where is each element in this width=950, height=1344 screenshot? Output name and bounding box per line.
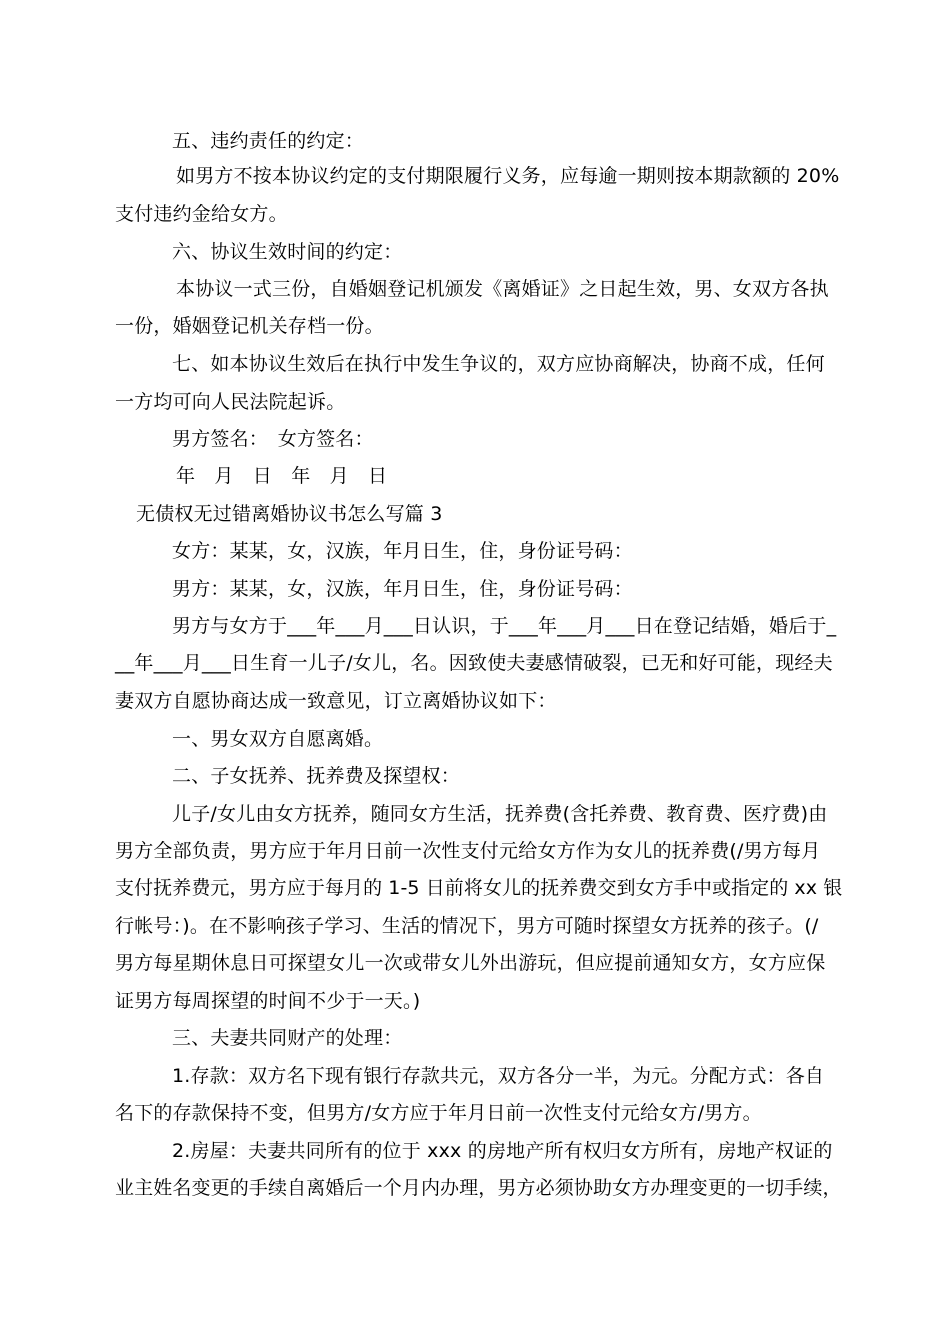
text-line: 证男方每周探望的时间不少于一天。) [115,990,421,1012]
text-line: 三、夫妻共同财产的处理： [172,1027,403,1049]
text-line: 男方全部负责，男方应于年月日前一次性支付元给女方作为女儿的抚养费(/男方每月 [115,840,821,862]
text-line: __年___月___日生育一儿子/女儿，名。因致使夫妻感情破裂，已无和好可能，现经夫 [115,652,833,674]
text-line: 1.存款：双方名下现有银行存款共元，双方各分一半，为元。分配方式：各自 [172,1065,825,1087]
text-line: 2.房屋：夫妻共同所有的位于 xxx 的房地产所有权归女方所有，房地产权证的 [172,1140,833,1162]
text-line: 一份，婚姻登记机关存档一份。 [115,315,384,337]
text-line: 如男方不按本协议约定的支付期限履行义务，应每逾一期则按本期款额的 20% [176,165,840,187]
text-line: 七、如本协议生效后在执行中发生争议的，双方应协商解决，协商不成，任何 [172,353,825,375]
text-line: 业主姓名变更的手续自离婚后一个月内办理，男方必须协助女方办理变更的一切手续， [115,1177,842,1199]
text-line: 行帐号：)。在不影响孩子学习、生活的情况下，男方可随时探望女方抚养的孩子。(/ [115,915,819,937]
text-line: 二、子女抚养、抚养费及探望权： [172,765,461,787]
text-line: 支付抚养费元，男方应于每月的 1-5 日前将女儿的抚养费交到女方手中或指定的 xx 银 [115,877,843,899]
text-line: 一方均可向人民法院起诉。 [115,391,346,413]
text-line: 男方每星期休息日可探望女儿一次或带女儿外出游玩，但应提前通知女方，女方应保 [115,952,826,974]
text-line: 六、协议生效时间的约定： [172,241,403,263]
text-line: 儿子/女儿由女方抚养，随同女方生活，抚养费(含托养费、教育费、医疗费)由 [172,803,828,825]
text-line: 男方：某某，女，汉族，年月日生，住，身份证号码： [172,578,633,600]
text-line: 男方与女方于___年___月___日认识，于___年___月___日在登记结婚，婚后于_ [172,615,837,637]
section-heading: 无债权无过错离婚协议书怎么写篇 3 [136,503,443,525]
text-line: 一、男女双方自愿离婚。 [172,728,384,750]
signature-line: 男方签名： 女方签名： [172,428,374,450]
text-line: 本协议一式三份，自婚姻登记机颁发《离婚证》之日起生效，男、女双方各执 [176,278,829,300]
text-line: 支付违约金给女方。 [115,203,288,225]
text-line: 五、违约责任的约定： [172,130,365,152]
date-line: 年 月 日 年 月 日 [176,465,388,487]
text-line: 妻双方自愿协商达成一致意见，订立离婚协议如下： [115,690,557,712]
text-line: 名下的存款保持不变，但男方/女方应于年月日前一次性支付元给女方/男方。 [115,1102,762,1124]
text-line: 女方：某某，女，汉族，年月日生，住，身份证号码： [172,540,633,562]
